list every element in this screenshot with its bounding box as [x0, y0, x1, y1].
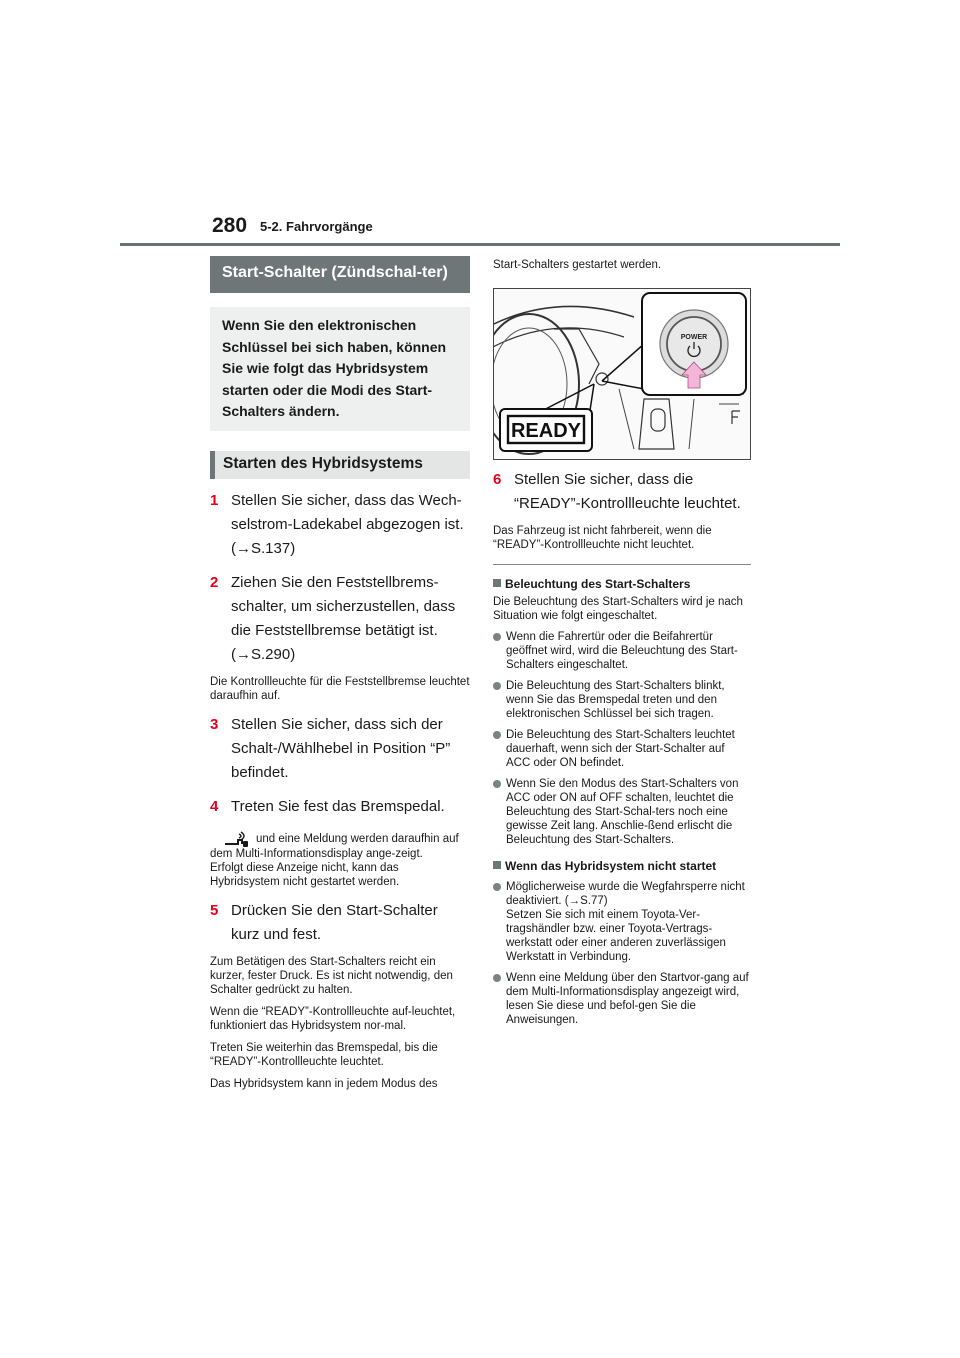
- step-6: [493, 468, 751, 516]
- square-bullet-icon: [493, 579, 501, 587]
- step-number: 1: [210, 491, 219, 509]
- intro-box: Wenn Sie den elektronischen Schlüssel bei sich haben, können Sie wie folgt das Hybridsystem starten oder die Modi des Start-Schalters ändern.: [210, 307, 470, 431]
- continuation-text: Start-Schalters gestartet werden.: [493, 259, 662, 271]
- note: Zum Betätigen des Start-Schalters reicht ein kurzer, fester Druck. Es ist nicht notwendig, den Schalter gedrückt zu halten.: [210, 955, 453, 996]
- ready-label: READY: [510, 420, 582, 442]
- note-text: und eine Meldung werden daraufhin auf dem Multi-Informationsdisplay ange-zeigt.: [210, 832, 459, 860]
- subsection-title: Starten des Hybridsystems: [210, 451, 470, 479]
- step-number: 3: [210, 715, 219, 733]
- list-item: Die Beleuchtung des Start-Schalters blinkt, wenn Sie das Bremspedal treten und den elektronischen Schlüssel bei sich tragen.: [493, 679, 751, 721]
- step-text: Ziehen Sie den Feststellbrems-schalter, um sicherzustellen, dass die Feststellbremse betätigt ist. (→S.290): [231, 573, 456, 663]
- header-rule: [120, 243, 840, 246]
- step-3: [210, 713, 470, 785]
- left-column: [210, 256, 470, 1091]
- step-number: 4: [210, 797, 219, 815]
- key-brake-indicator-icon: [224, 831, 248, 847]
- list-item: Möglicherweise wurde die Wegfahrsperre nicht deaktiviert. (→S.77) Setzen Sie sich mit einem Toyota-Ver-tragshändler bzw. einer Toyota-Vertrags-werkstatt oder einer anderen zuverlässigen Werkstatt in Verbindung.: [493, 880, 751, 964]
- note-with-icon: [210, 831, 470, 889]
- bullet-icon: [493, 974, 501, 982]
- note: Das Hybridsystem kann in jedem Modus des: [210, 1077, 438, 1090]
- square-bullet-icon: [493, 861, 501, 869]
- subsection-heading: Beleuchtung des Start-Schalters: [493, 577, 751, 591]
- page-number: 280: [212, 214, 248, 237]
- note: Wenn die “READY”-Kontrollleuchte auf-leuchtet, funktioniert das Hybridsystem nor-mal.: [210, 1005, 456, 1032]
- note-text: Erfolgt diese Anzeige nicht, kann das Hybridsystem nicht gestartet werden.: [210, 861, 400, 888]
- bullet-icon: [493, 682, 501, 690]
- list-item: Wenn eine Meldung über den Startvor-gang auf dem Multi-Informationsdisplay angezeigt wird, lesen Sie diese und befol-gen Sie die Anweisungen.: [493, 971, 751, 1027]
- step-text: Treten Sie fest das Bremspedal.: [231, 797, 445, 815]
- list-item: Die Beleuchtung des Start-Schalters leuchtet dauerhaft, wenn sich der Start-Schalter auf ACC oder ON befindet.: [493, 728, 751, 770]
- bullet-icon: [493, 780, 501, 788]
- bullet-icon: [493, 731, 501, 739]
- section-reference: 5-2. Fahrvorgänge: [260, 219, 373, 234]
- step-text: Drücken Sie den Start-Schalter kurz und fest.: [231, 901, 438, 943]
- subsection-heading: Wenn das Hybridsystem nicht startet: [493, 859, 751, 873]
- list-item: Wenn die Fahrertür oder die Beifahrertür geöffnet wird, wird die Beleuchtung des Start-Schalters eingeschaltet.: [493, 630, 751, 672]
- step-5: [210, 899, 470, 947]
- step-1: [210, 489, 470, 561]
- step-text: Stellen Sie sicher, dass das Wech-selstrom-Ladekabel abgezogen ist. (→S.137): [231, 491, 464, 557]
- step-number: 5: [210, 901, 219, 919]
- divider: [493, 564, 751, 565]
- list-item: Wenn Sie den Modus des Start-Schalters von ACC oder ON auf OFF schalten, leuchtet die Beleuchtung des Start-Schal-ters noch eine gewisse Zeit lang. Anschlie-ßend erlischt die Beleuchtung des Start-Schalters.: [493, 777, 751, 847]
- note: Das Fahrzeug ist nicht fahrbereit, wenn die “READY”-Kontrollleuchte nicht leuchtet.: [493, 525, 712, 551]
- step-2: [210, 571, 470, 667]
- step-text: Stellen Sie sicher, dass sich der Schalt-/Wählhebel in Position “P” befindet.: [231, 715, 451, 781]
- bullet-icon: [493, 883, 501, 891]
- note: Die Kontrollleuchte für die Feststellbremse leuchtet daraufhin auf.: [210, 675, 470, 702]
- section-title: Start-Schalter (Zündschal-ter): [210, 256, 470, 293]
- dashboard-drawing: [494, 289, 750, 459]
- right-column: [493, 256, 751, 1027]
- note: Treten Sie weiterhin das Bremspedal, bis die “READY”-Kontrollleuchte leuchtet.: [210, 1041, 438, 1068]
- bullet-icon: [493, 633, 501, 641]
- step-4: [210, 795, 470, 819]
- section-text: Die Beleuchtung des Start-Schalters wird je nach Situation wie folgt eingeschaltet.: [493, 596, 743, 622]
- step-number: 2: [210, 573, 219, 591]
- step-number: 6: [493, 471, 502, 488]
- power-label: POWER: [680, 334, 708, 341]
- step-text: Stellen Sie sicher, dass die “READY”-Kontrollleuchte leuchtet.: [514, 471, 741, 512]
- dashboard-illustration: [493, 288, 751, 460]
